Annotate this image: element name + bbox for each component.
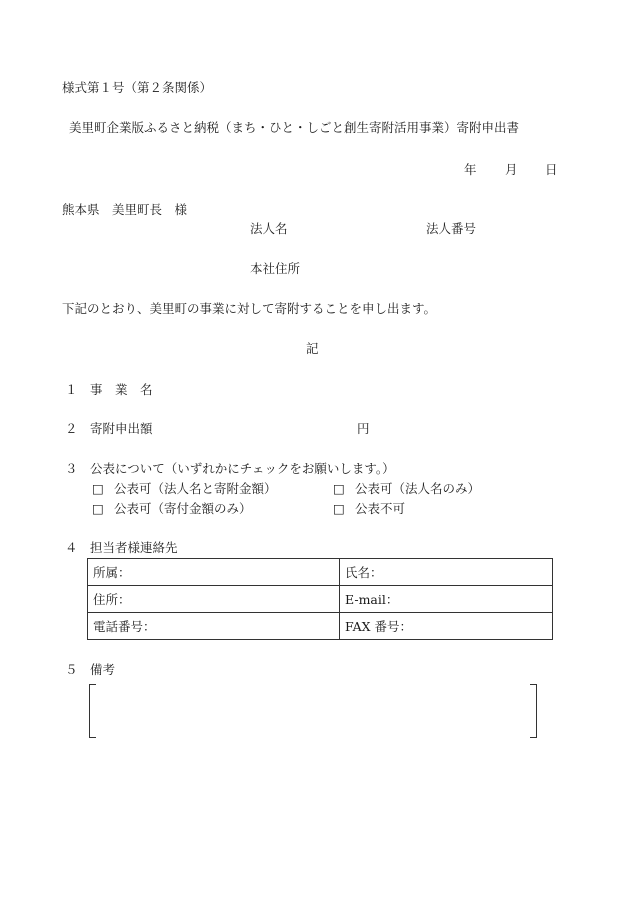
intro-text: 下記のとおり、美里町の事業に対して寄附することを申し出ます。 — [62, 301, 437, 316]
checkbox-icon[interactable]: □ — [92, 481, 104, 496]
corp-name-label: 法人名 — [250, 221, 288, 236]
item-3-number: ３ — [65, 461, 78, 476]
item-1-number: １ — [65, 382, 78, 397]
item-4-number: ４ — [65, 540, 78, 555]
option-public-name-only[interactable] — [333, 481, 480, 497]
remarks-bracket-right — [530, 684, 537, 738]
remarks-bracket-left — [89, 684, 96, 738]
item-2-number: ２ — [65, 421, 78, 436]
donation-amount-label: 寄附申出額 — [90, 421, 153, 436]
form-number: 様式第１号（第２条関係） — [62, 80, 213, 95]
fax-cell[interactable]: FAX 番号： — [340, 613, 553, 640]
phone-cell[interactable]: 電話番号： — [88, 613, 340, 640]
head-office-address-label: 本社住所 — [250, 261, 301, 276]
option-label: 公表不可 — [355, 501, 406, 516]
contact-table — [87, 558, 553, 640]
project-name-label: 事 業 名 — [90, 382, 153, 397]
item-5-number: ５ — [65, 662, 78, 677]
option-public-name-amount[interactable] — [92, 481, 277, 497]
checkbox-icon[interactable]: □ — [333, 501, 345, 516]
document-title: 美里町企業版ふるさと納税（まち・ひと・しごと創生寄附活用事業）寄附申出書 — [69, 120, 520, 135]
option-label: 公表可（法人名のみ） — [355, 481, 481, 496]
date-month-label: 月 — [505, 162, 518, 177]
option-label: 公表可（寄付金額のみ） — [114, 501, 252, 516]
checkbox-icon[interactable]: □ — [333, 481, 345, 496]
affiliation-cell[interactable]: 所属： — [88, 559, 340, 586]
date-year-label: 年 — [464, 162, 477, 177]
publication-label: 公表について（いずれかにチェックをお願いします。） — [90, 461, 395, 476]
checkbox-icon[interactable]: □ — [92, 501, 104, 516]
contact-label: 担当者様連絡先 — [90, 540, 178, 555]
yen-unit: 円 — [357, 421, 370, 436]
addressee: 熊本県 美里町長 様 — [62, 202, 188, 217]
option-label: 公表可（法人名と寄附金額） — [114, 481, 277, 496]
table-row — [88, 559, 553, 586]
remarks-label: 備考 — [90, 662, 116, 677]
table-row — [88, 586, 553, 613]
ki-heading: 記 — [306, 341, 319, 356]
corp-number-label: 法人番号 — [426, 221, 477, 236]
email-cell[interactable]: E-mail： — [340, 586, 553, 613]
address-cell[interactable]: 住所： — [88, 586, 340, 613]
name-cell[interactable]: 氏名： — [340, 559, 553, 586]
table-row — [88, 613, 553, 640]
option-not-public[interactable] — [333, 501, 405, 517]
option-public-amount-only[interactable] — [92, 501, 252, 517]
date-day-label: 日 — [545, 162, 558, 177]
